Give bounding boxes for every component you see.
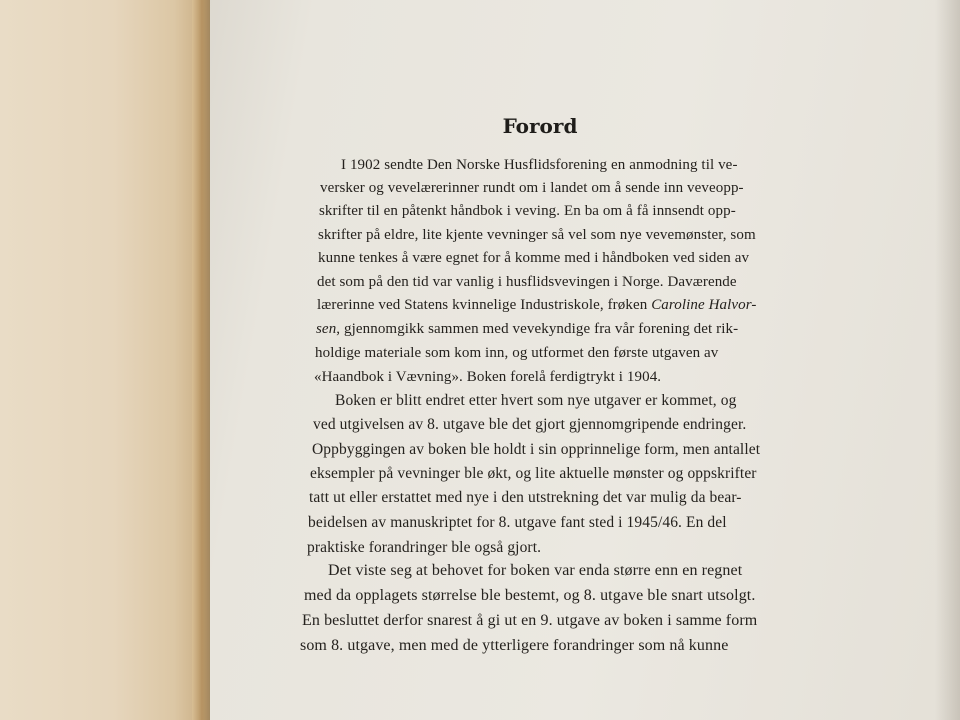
text-line: skrifter på eldre, lite kjente vevninger så vel som nye vevemønster, som <box>318 227 756 243</box>
text-line: holdige materiale som kom inn, og utformet den første utgaven av <box>315 345 719 361</box>
text-line: «Haandbok i Vævning». Boken forelå ferdigtrykt i 1904. <box>314 369 662 385</box>
text-line: det som på den tid var vanlig i husflidsvevingen i Norge. Daværende <box>317 274 737 290</box>
text-line: Oppbyggingen av boken ble holdt i sin opprinnelige form, men antallet <box>312 441 761 458</box>
text-line: lærerinne ved Statens kvinnelige Industriskole, frøken Caroline Halvor- <box>317 297 757 313</box>
text-line: kunne tenkes å være egnet for å komme med i håndboken ved siden av <box>318 250 750 266</box>
page-title: Forord <box>502 114 578 138</box>
text-line: skrifter til en påtenkt håndbok i veving. En ba om å få innsendt opp- <box>319 203 736 219</box>
text-line: tatt ut eller erstattet med nye i den utstrekning det var mulig da bear- <box>309 489 742 506</box>
text-line: sen, gjennomgikk sammen med vevekyndige fra vår forening det rik- <box>316 321 739 337</box>
text-line: beidelsen av manuskriptet for 8. utgave fant sted i 1945/46. En del <box>308 514 727 531</box>
text-line: En besluttet derfor snarest å gi ut en 9. utgave av boken i samme form <box>302 612 758 629</box>
text-line: Boken er blitt endret etter hvert som nye utgaver er kommet, og <box>335 392 737 409</box>
text-line: ved utgivelsen av 8. utgave ble det gjort gjennomgripende endringer. <box>313 416 747 433</box>
text-line: med da opplagets størrelse ble bestemt, og 8. utgave ble snart utsolgt. <box>304 587 756 604</box>
text-line: Det viste seg at behovet for boken var enda større enn en regnet <box>328 562 743 579</box>
text-line: I 1902 sendte Den Norske Husflidsforening en anmodning til ve- <box>341 157 738 173</box>
text-line: versker og vevelærerinner rundt om i landet om å sende inn veveopp- <box>320 180 744 196</box>
text-line: som 8. utgave, men med de ytterligere forandringer som nå kunne <box>300 637 729 654</box>
text-line: praktiske forandringer ble også gjort. <box>307 539 542 556</box>
text-line: eksempler på vevninger ble økt, og lite aktuelle mønster og oppskrifter <box>310 465 757 482</box>
